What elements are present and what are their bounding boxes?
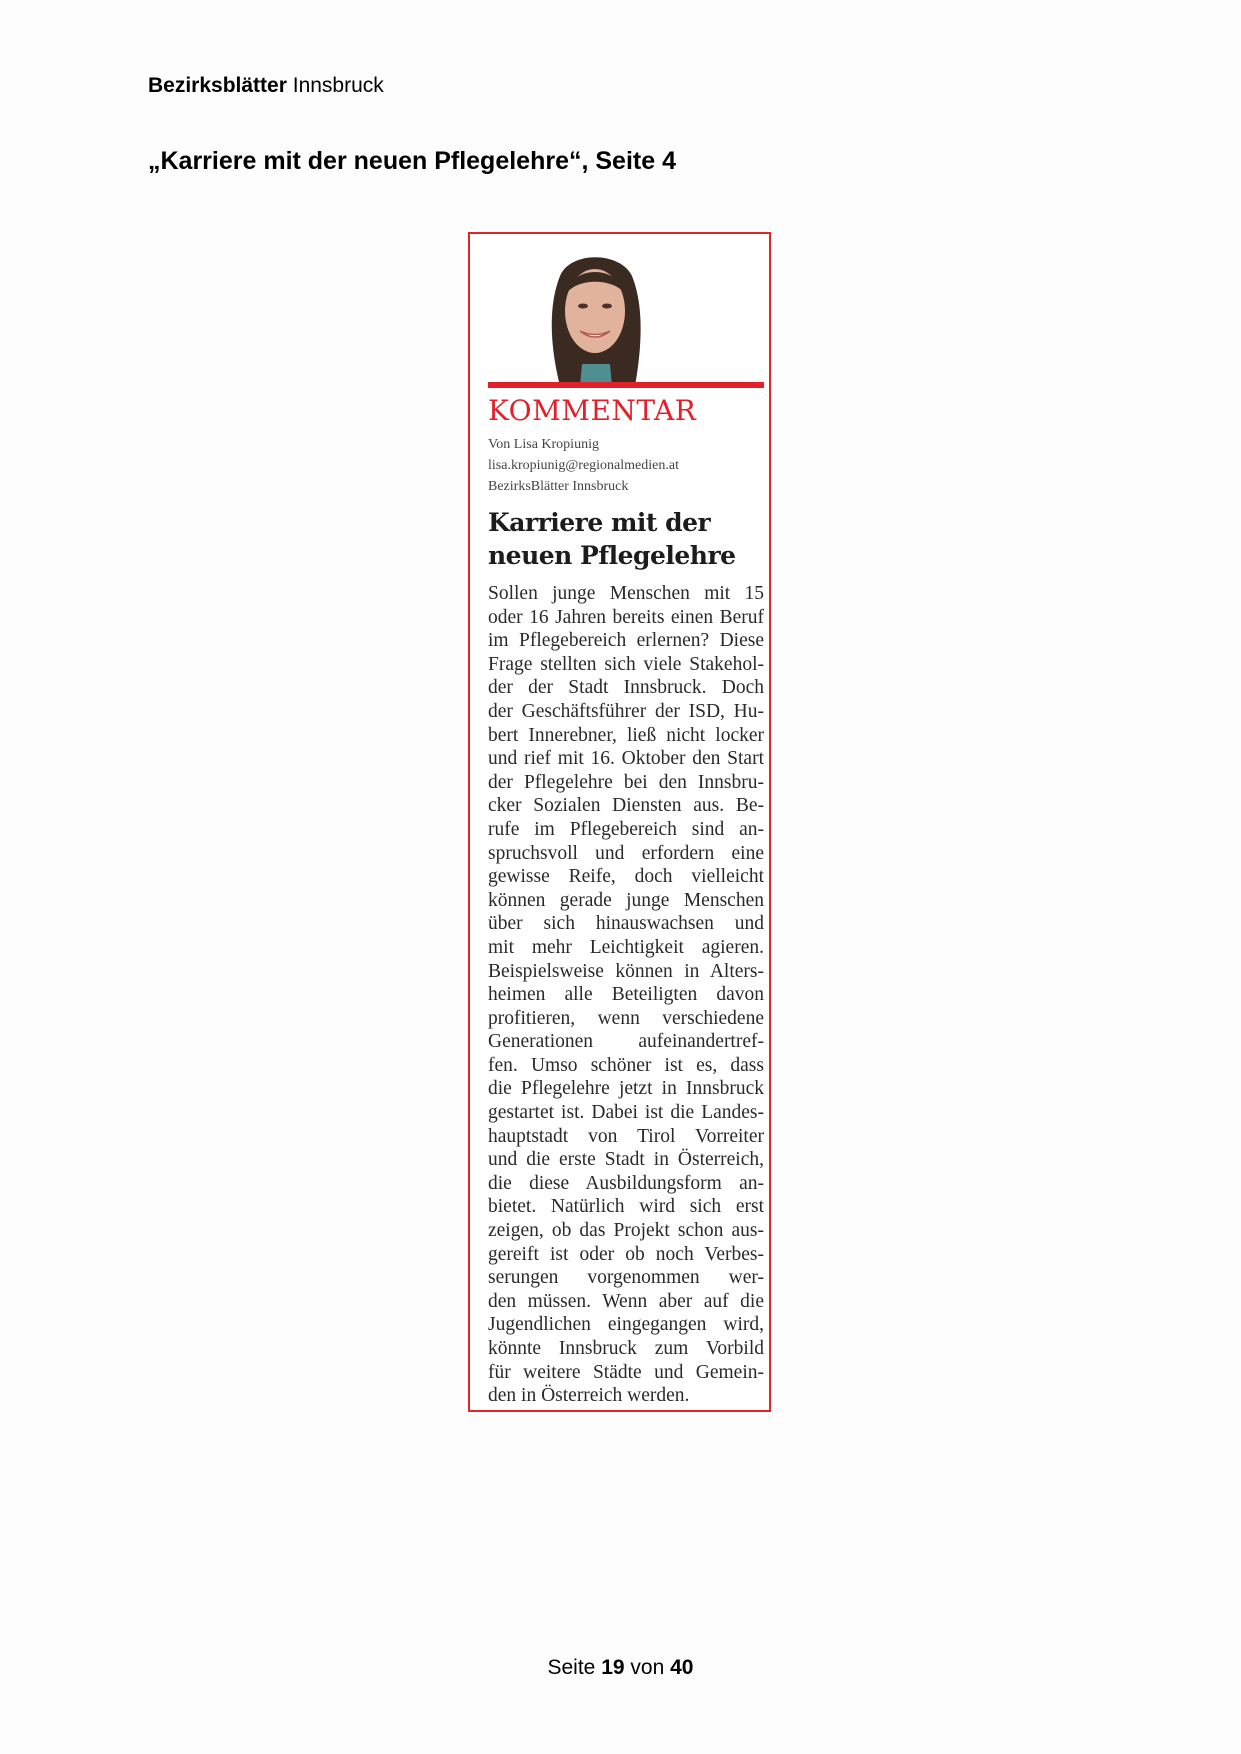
body-line: der Geschäftsführer der ISD, Hu-: [488, 700, 764, 722]
footer-sep: von: [630, 1656, 665, 1679]
body-line: serungen vorgenommen wer-: [488, 1267, 764, 1289]
accent-rule: [488, 382, 764, 388]
body-line: und rief mit 16. Oktober den Start: [488, 748, 764, 770]
article-headline: [488, 506, 736, 572]
headline-line: neuen Pflegelehre: [488, 541, 736, 570]
page-footer: [0, 1656, 1241, 1680]
page-number: 19: [601, 1656, 625, 1679]
brand-bold: Bezirksblätter: [148, 74, 287, 97]
body-line: der Pflegelehre bei den Innsbru-: [488, 771, 764, 793]
body-line: im Pflegebereich erlernen? Diese: [488, 630, 764, 652]
body-line: oder 16 Jahren bereits einen Beruf: [488, 606, 764, 628]
body-line: hauptstadt von Tirol Vorreiter: [488, 1125, 764, 1147]
document-title: „Karriere mit der neuen Pflegelehre“, Seite 4: [148, 147, 676, 175]
body-line: spruchsvoll und erfordern eine: [488, 842, 764, 864]
body-line: können gerade junge Menschen: [488, 889, 764, 911]
body-line: und die erste Stadt in Österreich,: [488, 1149, 764, 1171]
body-line: profitieren, wenn verschiedene: [488, 1007, 764, 1029]
body-line: bert Innerebner, ließ nicht locker: [488, 724, 764, 746]
author-photo: [540, 246, 650, 386]
author-outlet: BezirksBlätter Innsbruck: [488, 479, 629, 494]
body-line: rufe im Pflegebereich sind an-: [488, 818, 764, 840]
body-line: gereift ist oder ob noch Verbes-: [488, 1243, 764, 1265]
body-line: heimen alle Beteiligten davon: [488, 984, 764, 1006]
body-line: Frage stellten sich viele Stakehol-: [488, 653, 764, 675]
body-line: mit mehr Leichtigkeit agieren.: [488, 936, 764, 958]
body-line: fen. Umso schöner ist es, dass: [488, 1054, 764, 1076]
body-line: für weitere Städte und Gemein-: [488, 1361, 764, 1383]
body-line: den müssen. Wenn aber auf die: [488, 1290, 764, 1312]
body-line: den in Österreich werden.: [488, 1385, 690, 1407]
brand-rest: Innsbruck: [292, 74, 384, 97]
page-total: 40: [670, 1656, 694, 1679]
body-line: könnte Innsbruck zum Vorbild: [488, 1338, 764, 1359]
body-line: Generationen aufeinandertref-: [488, 1031, 764, 1053]
body-line: die Pflegelehre jetzt in Innsbruck: [488, 1078, 764, 1100]
body-line: über sich hinauswachsen und: [488, 913, 764, 935]
body-line: Jugendlichen eingegangen wird,: [488, 1314, 764, 1336]
body-line: die diese Ausbildungsform an-: [488, 1172, 764, 1194]
author-email: lisa.kropiunig@regionalmedien.at: [488, 458, 679, 473]
article-body: [488, 582, 764, 1408]
publication-header: [148, 74, 384, 98]
footer-prefix: Seite: [547, 1656, 596, 1679]
body-line: gewisse Reife, doch vielleicht: [488, 866, 764, 888]
body-line: zeigen, ob das Projekt schon aus-: [488, 1220, 764, 1242]
byline: [488, 434, 679, 497]
body-line: der der Stadt Innsbruck. Doch: [488, 677, 764, 699]
author-name: Von Lisa Kropiunig: [488, 437, 599, 452]
body-line: gestartet ist. Dabei ist die Landes-: [488, 1102, 764, 1124]
body-line: bietet. Natürlich wird sich erst: [488, 1196, 764, 1218]
article-clipping: [468, 232, 771, 1412]
body-line: cker Sozialen Diensten aus. Be-: [488, 795, 764, 817]
body-line: Beispielsweise können in Alters-: [488, 960, 764, 982]
kicker: KOMMENTAR: [488, 394, 697, 427]
body-line: Sollen junge Menschen mit 15: [488, 583, 764, 604]
headline-line: Karriere mit der: [488, 508, 711, 537]
